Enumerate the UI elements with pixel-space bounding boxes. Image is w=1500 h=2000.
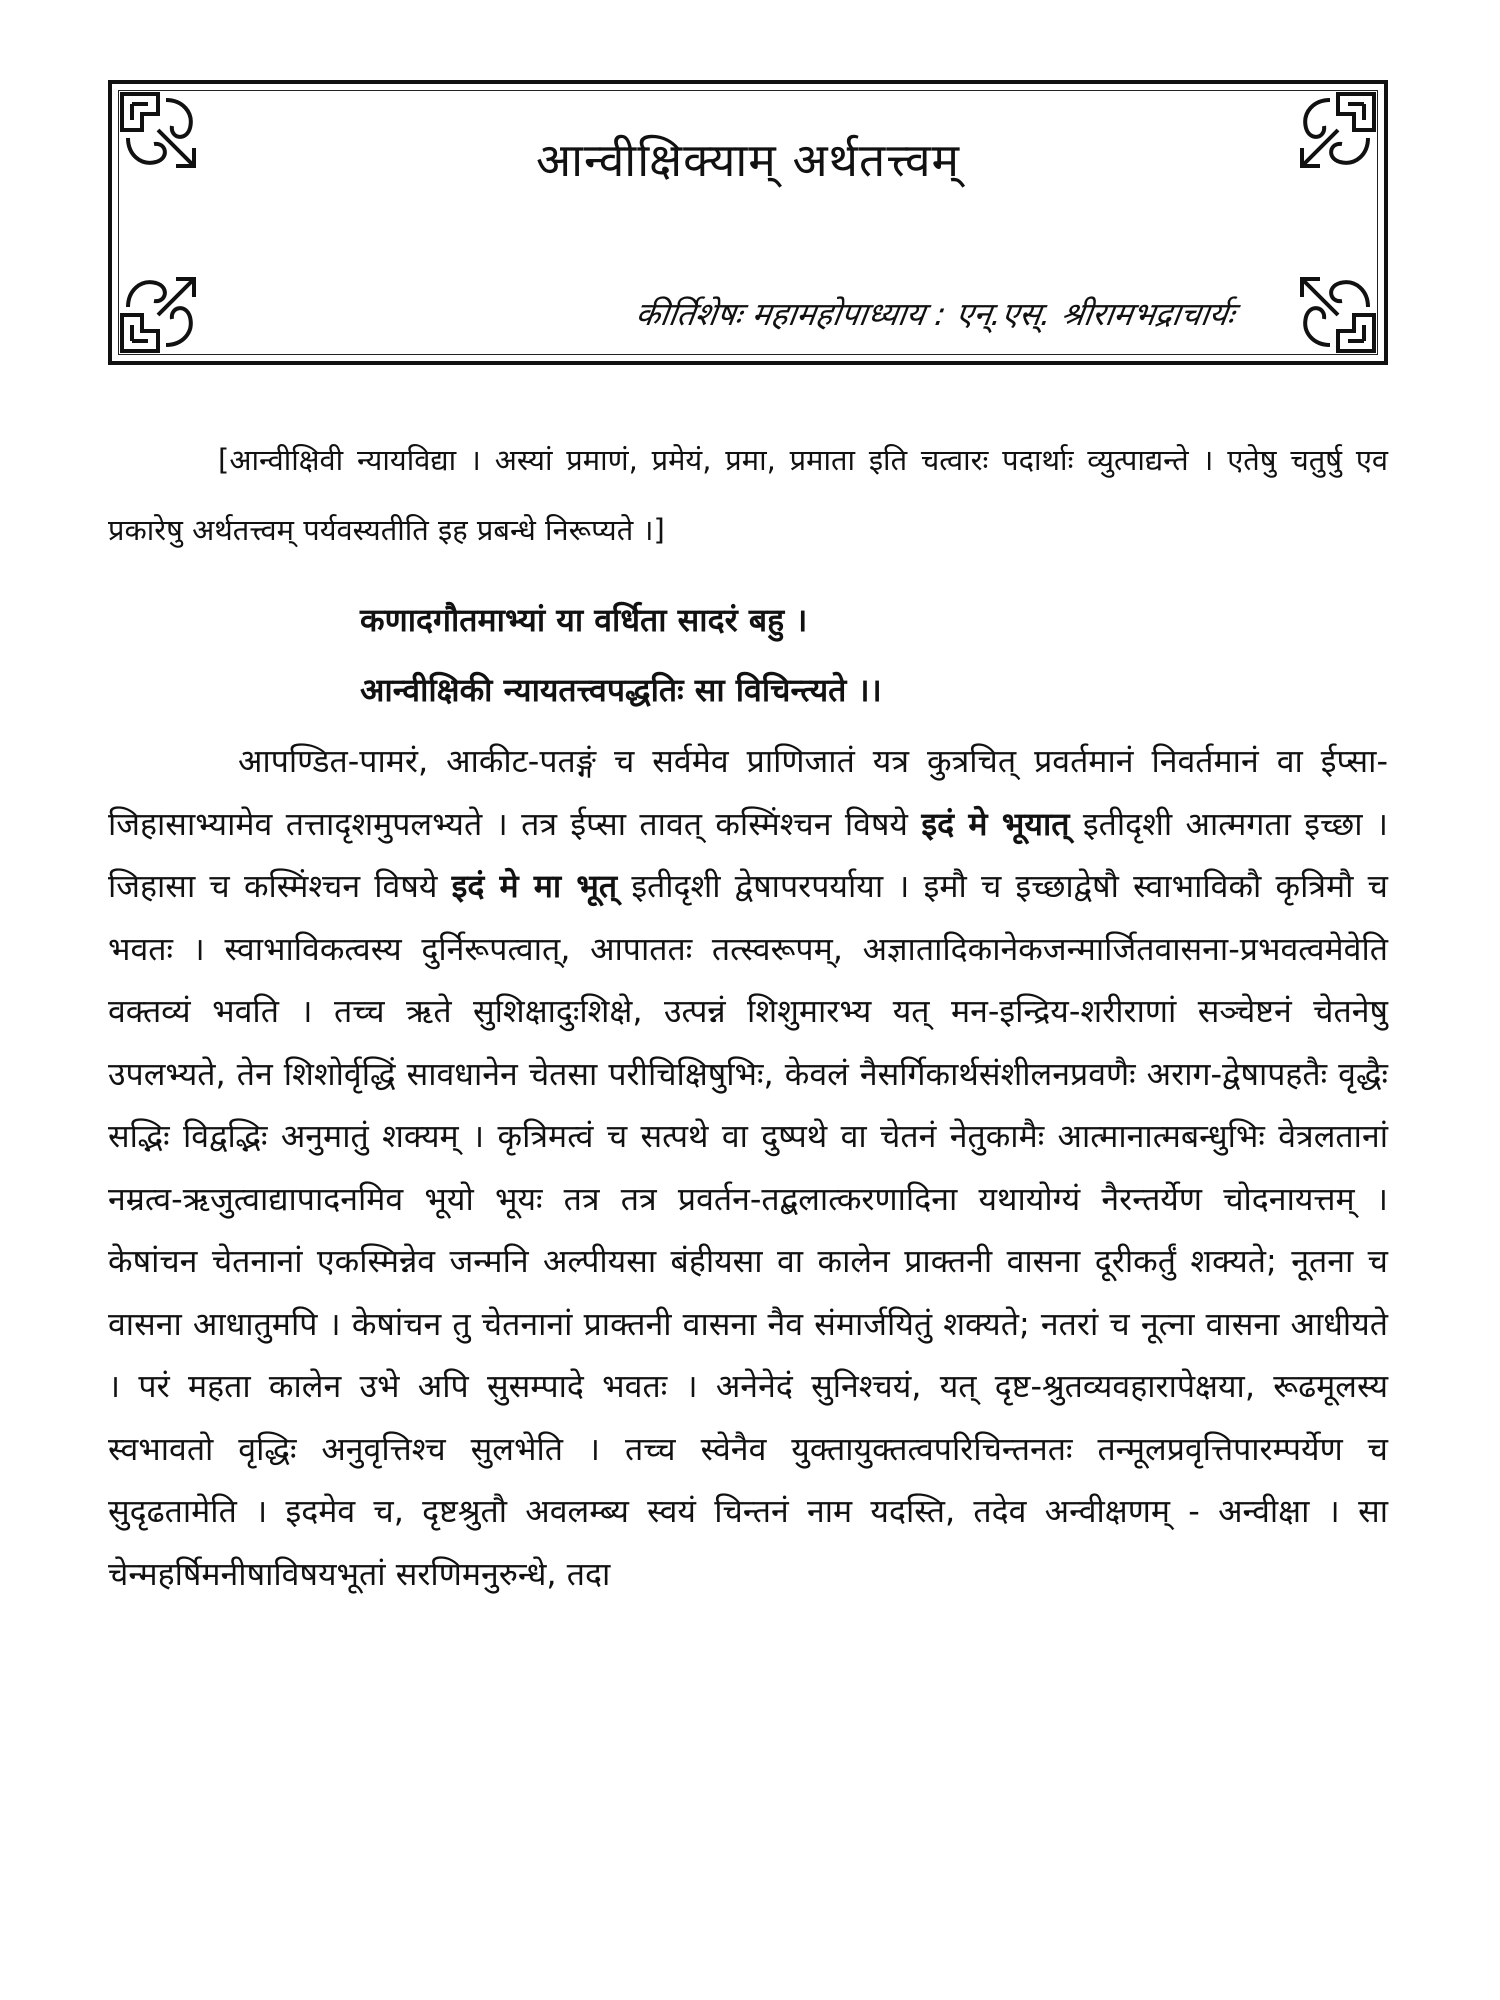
body-text-2: इतीदृशी आत्मगता इच्छा । जिहासा च कस्मिंश्चन विषये [108, 804, 1388, 905]
verse-line-2: आन्वीक्षिकी न्यायतत्त्वपद्धतिः सा विचिन्त्यते ।। [360, 671, 882, 709]
page-title: आन्वीक्षिक्याम् अर्थतत्त्वम् [535, 133, 961, 187]
bold-phrase-1: इदं मे भूयात् [921, 804, 1070, 843]
ornament-corner-icon [118, 259, 214, 355]
header-frame [108, 80, 1388, 365]
body-paragraph [108, 730, 1388, 1605]
ornament-corner-icon [1282, 90, 1378, 186]
author-line: कीर्तिशेषः महामहोपाध्याय : एन्.एस्. श्रीरामभद्राचार्यः [632, 295, 1237, 333]
body-text-3: इतीदृशी द्वेषापरपर्याया । इमौ च इच्छाद्वेषौ स्वाभाविकौ कृत्रिमौ च भवतः । स्वाभाविकत्वस्य दुर्निरूपत्वात्, आपाततः तत्स्वरूपम्, अज्ञातादिकानेकजन्मार्जितवासना-प्रभवत्वमेवेति वक्तव्यं भवति । तच्च ऋते सुशिक्षादुःशिक्षे, उत्पन्नं शिशुमारभ्य यत् मन-इन्द्रिय-शरीराणां सञ्चेष्टनं चेतनेषु उपलभ्यते, तेन शिशोर्वृद्धिं सावधानेन चेतसा परीचिक्षिषुभिः, केवलं नैसर्गिकार्थसंशीलनप्रवणैः अराग-द्वेषापहतैः वृद्धैः सद्भिः विद्वद्भिः अनुमातुं शक्यम् । कृत्रिमत्वं च सत्पथे वा दुष्पथे वा चेतनं नेतुकामैः आत्मानात्मबन्धुभिः वेत्रलतानां नम्रत्व-ऋजुत्वाद्यापादनमिव भूयो भूयः तत्र तत्र प्रवर्तन-तद्बलात्करणादिना यथायोग्यं नैरन्तर्येण चोदनायत्तम् । केषांचन चेतनानां एकस्मिन्नेव जन्मनि अल्पीयसा बंहीयसा वा कालेन प्राक्तनी वासना दूरीकर्तुं शक्यते; नूतना च वासना आधातुमपि । केषांचन तु चेतनानां प्राक्तनी वासना नैव संमार्जयितुं शक्यते; नतरां च नूत्ना वासना आधीयते । परं महता कालेन उभे अपि सुसम्पादे भवतः । अनेनेदं सुनिश्चयं, यत् दृष्ट-श्रुतव्यवहारापेक्षया, रूढमूलस्य स्वभावतो वृद्धिः अनुवृत्तिश्च सुलभेति । तच्च स्वेनैव युक्तायुक्तत्वपरिचिन्तनतः तन्मूलप्रवृत्तिपारम्पर्येण च सुदृढतामेति । इदमेव च, दृष्टश्रुतौ अवलम्ब्य स्वयं चिन्तनं नाम यदस्ति, तदेव अन्वीक्षणम् - अन्वीक्षा । सा चेन्महर्षिमनीषाविषयभूतां सरणिमनुरुन्धे, तदा [108, 867, 1388, 1593]
ornament-corner-icon [1282, 259, 1378, 355]
verse-line-1: कणादगौतमाभ्यां या वर्धिता सादरं बहु । [360, 601, 808, 639]
intro-paragraph: [आन्वीक्षिवी न्यायविद्या । अस्यां प्रमाणं, प्रमेयं, प्रमा, प्रमाता इति चत्वारः पदार्थाः व्युत्पाद्यन्ते । एतेषु चतुर्षु एव प्रकारेषु अर्थतत्त्वम् पर्यवस्यतीति इह प्रबन्धे निरूप्यते ।] [108, 443, 1388, 547]
verse-block [360, 585, 1260, 725]
ornament-corner-icon [118, 90, 214, 186]
bold-phrase-2: इदं मे मा भूत् [451, 867, 618, 905]
body-text-1: आपण्डित-पामरं, आकीट-पतङ्गं च सर्वमेव प्राणिजातं यत्र कुत्रचित् प्रवर्तमानं निवर्तमानं वा ईप्सा-जिहासाभ्यामेव तत्तादृशमुपलभ्यते । तत्र ईप्सा तावत् कस्मिंश्चन विषये [108, 742, 1388, 843]
